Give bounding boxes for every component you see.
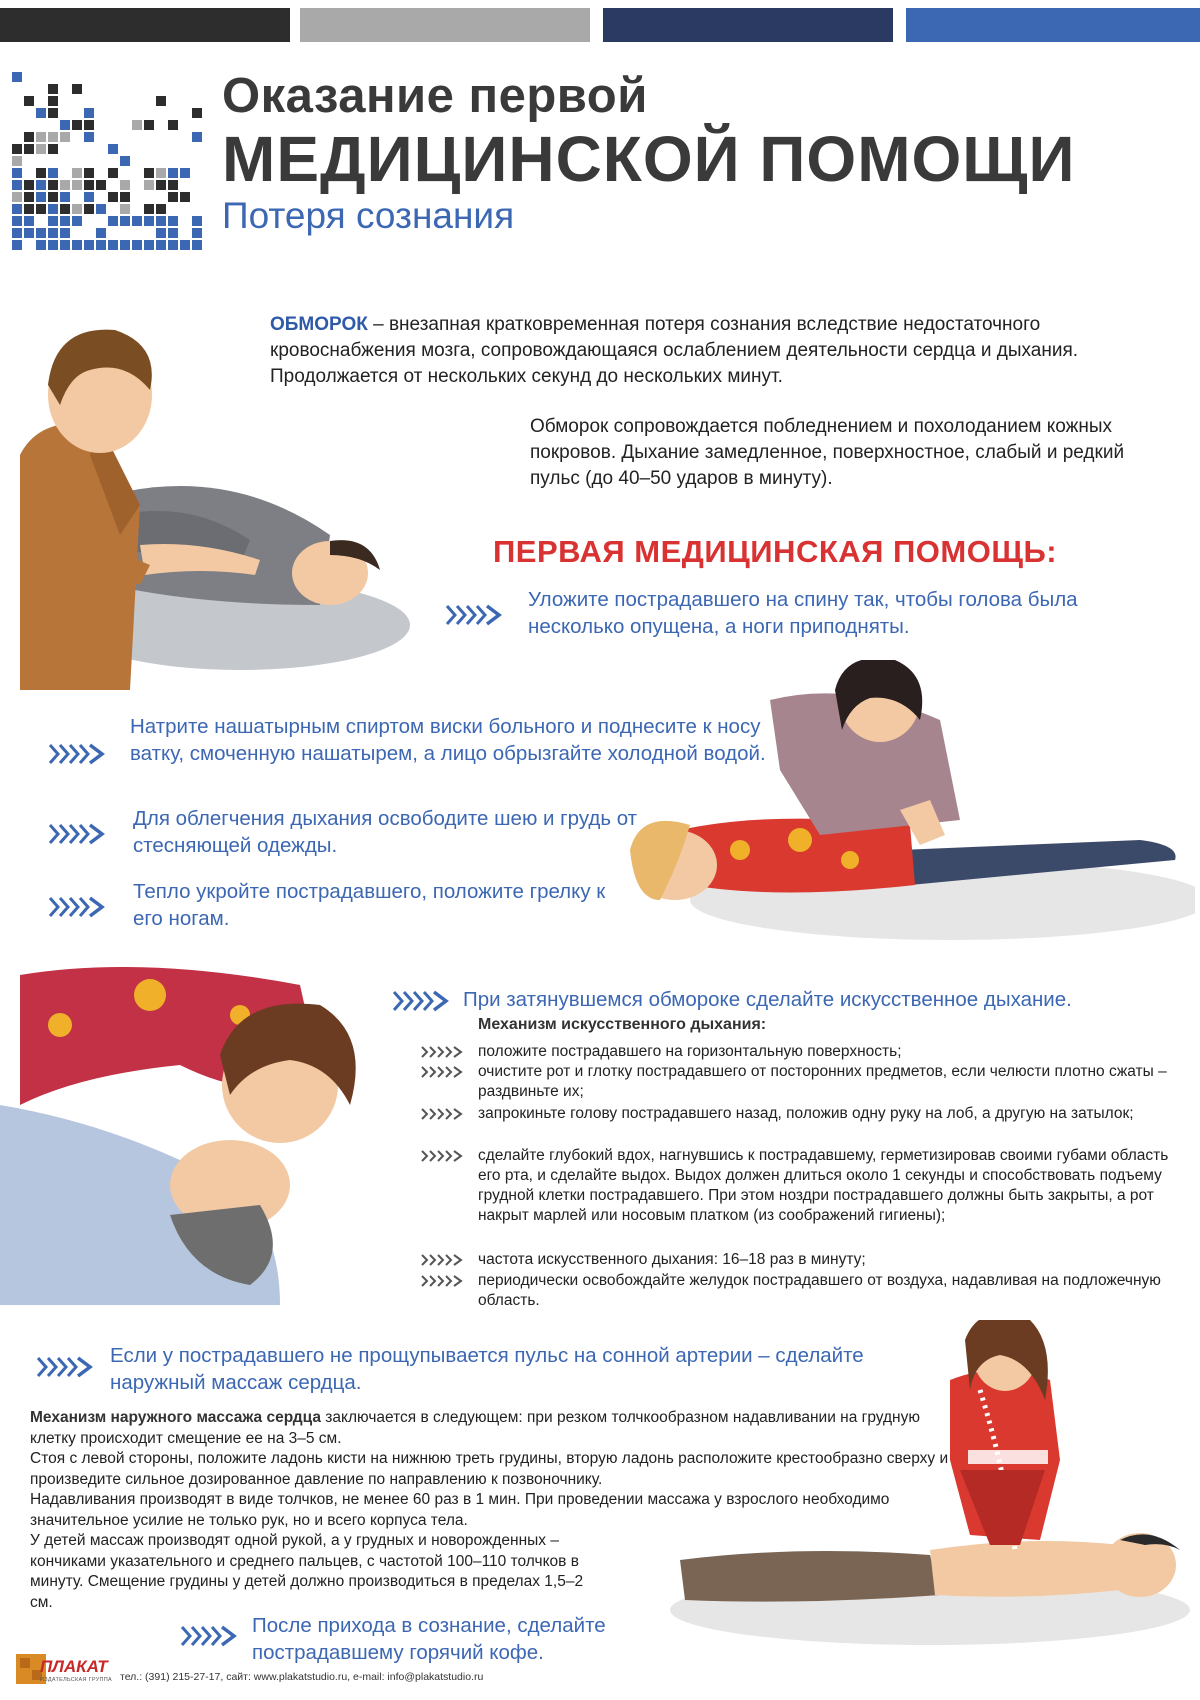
- mosaic-pixel: [36, 228, 46, 238]
- mosaic-pixel: [12, 204, 22, 214]
- step-heart-massage: Если у пострадавшего не прощупывается пульс на сонной артерии – сделайте наружный массаж сердца.: [110, 1344, 864, 1394]
- mosaic-pixel: [72, 216, 82, 226]
- mosaic-pixel: [60, 240, 70, 250]
- massage-paragraph-3: Надавливания производят в виде толчков, не менее 60 раз в 1 мин. При проведении массажа у взрослого необходимо значительное усилие не только рук, но и всего корпуса тела.: [30, 1491, 890, 1529]
- mosaic-pixel: [144, 204, 154, 214]
- mosaic-pixel: [144, 216, 154, 226]
- mosaic-pixel: [60, 228, 70, 238]
- mosaic-pixel: [96, 240, 106, 250]
- mosaic-pixel: [48, 84, 58, 94]
- definition-text: – внезапная кратковременная потеря сознания вследствие недостаточного кровоснабжения мозга, сопровождающаяся ослаблением деятельности сердца и дыхания. Продолжается от нескольких секунд до нескольких минут.: [270, 314, 1079, 387]
- breathing-step-text: сделайте глубокий вдох, нагнувшись к пострадавшему, герметизировав своими губами область его рта, и сделайте выдох. Выдох должен длиться около 1 секунды и способствовать подъему грудной клетки пострадавшего. При этом ноздри пострадавшего должны быть закрыты, а рот накрыт марлей или носовым платком (из соображений гигиены);: [478, 1147, 1169, 1224]
- mosaic-pixel: [48, 204, 58, 214]
- mosaic-pixel: [72, 240, 82, 250]
- plakat-logo-text: ПЛАКАТ: [40, 1657, 108, 1676]
- mosaic-pixel: [168, 216, 178, 226]
- mosaic-pixel: [36, 192, 46, 202]
- chevron-arrows-icon: [36, 1356, 94, 1378]
- mosaic-pixel: [84, 192, 94, 202]
- mosaic-pixel: [12, 72, 22, 82]
- breathing-step-text: периодически освобождайте желудок пострадавшего от воздуха, надавливая на подложечную область.: [478, 1272, 1161, 1309]
- plakat-logo-subtitle: ИЗДАТЕЛЬСКАЯ ГРУППА: [40, 1677, 113, 1683]
- mosaic-pixel: [156, 180, 166, 190]
- mosaic-pixel: [96, 180, 106, 190]
- definition-term: ОБМОРОК: [270, 314, 368, 335]
- massage-paragraph-1: [30, 1408, 950, 1449]
- mosaic-pixel: [36, 180, 46, 190]
- mosaic-pixel: [120, 180, 130, 190]
- mosaic-pixel: [144, 168, 154, 178]
- mosaic-pixel: [120, 240, 130, 250]
- small-chevron-arrows-icon: [420, 1045, 464, 1059]
- breathing-step-text: очистите рот и глотку пострадавшего от посторонних предметов, если челюсти плотно сжаты – раздвиньте их;: [478, 1063, 1167, 1100]
- mosaic-pixel: [48, 192, 58, 202]
- mosaic-pixel: [120, 216, 130, 226]
- mosaic-pixel: [12, 216, 22, 226]
- mosaic-pixel: [24, 228, 34, 238]
- mosaic-pixel: [192, 108, 202, 118]
- mosaic-pixel: [12, 240, 22, 250]
- mosaic-pixel: [108, 216, 118, 226]
- mosaic-pixel: [180, 168, 190, 178]
- mosaic-pixel: [48, 240, 58, 250]
- pixel-mosaic-logo: [12, 48, 212, 258]
- mosaic-pixel: [168, 168, 178, 178]
- mosaic-pixel: [84, 240, 94, 250]
- mosaic-pixel: [84, 108, 94, 118]
- chevron-arrows-icon: [48, 896, 106, 918]
- top-bar-navy: [603, 8, 893, 42]
- mosaic-pixel: [24, 144, 34, 154]
- chevron-arrows-icon: [48, 743, 106, 765]
- mosaic-pixel: [36, 240, 46, 250]
- step-artificial-respiration: При затянувшемся обмороке сделайте искусственное дыхание.: [463, 988, 1072, 1011]
- mosaic-pixel: [48, 144, 58, 154]
- mosaic-pixel: [180, 192, 190, 202]
- chevron-arrows-icon: [445, 604, 503, 626]
- mosaic-pixel: [192, 228, 202, 238]
- mosaic-pixel: [12, 168, 22, 178]
- breathing-step-text: частота искусственного дыхания: 16–18 раз в минуту;: [478, 1251, 866, 1268]
- mosaic-pixel: [84, 132, 94, 142]
- breathing-step-item: [420, 1146, 1180, 1226]
- mosaic-pixel: [192, 240, 202, 250]
- mosaic-pixel: [180, 240, 190, 250]
- mosaic-pixel: [96, 204, 106, 214]
- mosaic-pixel: [12, 156, 22, 166]
- mosaic-pixel: [24, 204, 34, 214]
- mosaic-pixel: [144, 180, 154, 190]
- small-chevron-arrows-icon: [420, 1253, 464, 1267]
- mosaic-pixel: [156, 228, 166, 238]
- breathing-mechanism-title: Механизм искусственного дыхания:: [478, 1016, 767, 1033]
- mosaic-pixel: [192, 216, 202, 226]
- mosaic-pixel: [48, 108, 58, 118]
- mosaic-pixel: [36, 132, 46, 142]
- mosaic-pixel: [96, 228, 106, 238]
- small-chevron-arrows-icon: [420, 1149, 464, 1163]
- mosaic-pixel: [60, 180, 70, 190]
- mosaic-pixel: [72, 180, 82, 190]
- mosaic-pixel: [12, 228, 22, 238]
- page-title-line2: МЕДИЦИНСКОЙ ПОМОЩИ: [222, 123, 1076, 195]
- mosaic-pixel: [156, 96, 166, 106]
- step-ammonia: Натрите нашатырным спиртом виски больного и поднесите к носу ватку, смоченную нашатырем, а лицо обрызгайте холодной водой.: [130, 715, 766, 765]
- massage-text-1: заключается в следующем: при резком толчкообразном надавливании на грудную клетку происходит смещение ее на 3–5 см.: [30, 1409, 920, 1447]
- mosaic-pixel: [24, 132, 34, 142]
- massage-paragraph-4: У детей массаж производят одной рукой, а у грудных и новорожденных – кончиками указательного и среднего пальцев, с частотой 100–110 толчков в минуту. Смещение грудины у детей должно производиться в пределах 1,5–2 см.: [30, 1532, 584, 1611]
- page-title-line1: Оказание первой: [222, 69, 648, 123]
- chevron-arrows-icon: [180, 1625, 238, 1647]
- first-aid-heading: ПЕРВАЯ МЕДИЦИНСКАЯ ПОМОЩЬ:: [493, 534, 1058, 569]
- mosaic-pixel: [72, 120, 82, 130]
- illustration-rescue-breathing: [0, 955, 400, 1305]
- breathing-step-item: [420, 1271, 1180, 1311]
- mosaic-pixel: [192, 132, 202, 142]
- mosaic-pixel: [156, 168, 166, 178]
- step-loosen-clothing: Для облегчения дыхания освободите шею и грудь от стесняющей одежды.: [133, 807, 638, 857]
- mosaic-pixel: [36, 168, 46, 178]
- breathing-step-item: [420, 1104, 1180, 1124]
- mosaic-pixel: [120, 192, 130, 202]
- mosaic-pixel: [156, 216, 166, 226]
- page-subtitle: Потеря сознания: [222, 195, 515, 236]
- footer-contacts: тел.: (391) 215-27-17, сайт: www.plakatstudio.ru, e-mail: info@plakatstudio.ru: [120, 1671, 484, 1683]
- breathing-step-text: положите пострадавшего на горизонтальную поверхность;: [478, 1043, 902, 1060]
- mosaic-pixel: [48, 180, 58, 190]
- mosaic-pixel: [48, 228, 58, 238]
- top-bar-dark: [0, 8, 290, 42]
- small-chevron-arrows-icon: [420, 1274, 464, 1288]
- mosaic-pixel: [108, 168, 118, 178]
- mosaic-pixel: [12, 180, 22, 190]
- breathing-step-text: запрокиньте голову пострадавшего назад, положив одну руку на лоб, а другую на затылок;: [478, 1105, 1134, 1122]
- top-bar-blue: [906, 8, 1200, 42]
- mosaic-pixel: [168, 120, 178, 130]
- mosaic-pixel: [24, 96, 34, 106]
- massage-mechanism-label: Механизм наружного массажа сердца: [30, 1409, 321, 1426]
- mosaic-pixel: [156, 240, 166, 250]
- mosaic-pixel: [120, 156, 130, 166]
- mosaic-pixel: [120, 204, 130, 214]
- massage-description: [30, 1408, 950, 1613]
- mosaic-pixel: [108, 144, 118, 154]
- mosaic-pixel: [168, 240, 178, 250]
- mosaic-pixel: [156, 204, 166, 214]
- mosaic-pixel: [108, 192, 118, 202]
- breathing-step-item: [420, 1250, 1180, 1270]
- mosaic-pixel: [48, 96, 58, 106]
- mosaic-pixel: [168, 180, 178, 190]
- mosaic-pixel: [60, 120, 70, 130]
- mosaic-pixel: [132, 120, 142, 130]
- mosaic-pixel: [168, 192, 178, 202]
- mosaic-pixel: [36, 108, 46, 118]
- mosaic-pixel: [48, 168, 58, 178]
- mosaic-pixel: [60, 192, 70, 202]
- mosaic-pixel: [108, 240, 118, 250]
- mosaic-pixel: [144, 120, 154, 130]
- mosaic-pixel: [60, 204, 70, 214]
- breathing-step-item: [420, 1042, 1180, 1062]
- mosaic-pixel: [24, 216, 34, 226]
- mosaic-pixel: [132, 216, 142, 226]
- breathing-step-item: [420, 1062, 1180, 1102]
- mosaic-pixel: [72, 84, 82, 94]
- mosaic-pixel: [84, 120, 94, 130]
- mosaic-pixel: [84, 180, 94, 190]
- illustration-ammonia-help: [620, 660, 1195, 950]
- small-chevron-arrows-icon: [420, 1065, 464, 1079]
- mosaic-pixel: [48, 132, 58, 142]
- mosaic-pixel: [24, 192, 34, 202]
- mosaic-pixel: [72, 204, 82, 214]
- chevron-arrows-icon: [48, 823, 106, 845]
- mosaic-pixel: [144, 240, 154, 250]
- mosaic-pixel: [72, 168, 82, 178]
- mosaic-pixel: [36, 204, 46, 214]
- step-keep-warm: Тепло укройте пострадавшего, положите грелку к его ногам.: [133, 880, 606, 930]
- mosaic-pixel: [12, 144, 22, 154]
- step-hot-coffee: После прихода в сознание, сделайте пострадавшему горячий кофе.: [252, 1614, 606, 1664]
- definition-paragraph: [270, 312, 1180, 390]
- small-chevron-arrows-icon: [420, 1107, 464, 1121]
- chevron-arrows-icon: [392, 990, 450, 1012]
- mosaic-pixel: [168, 228, 178, 238]
- top-bar-gray: [300, 8, 590, 42]
- mosaic-pixel: [36, 144, 46, 154]
- mosaic-pixel: [132, 240, 142, 250]
- mosaic-pixel: [60, 132, 70, 142]
- mosaic-pixel: [84, 168, 94, 178]
- symptoms-paragraph: Обморок сопровождается побледнением и похолоданием кожных покровов. Дыхание замедленное, поверхностное, слабый и редкий пульс (до 40–50 ударов в минуту).: [530, 416, 1125, 489]
- mosaic-pixel: [60, 216, 70, 226]
- mosaic-pixel: [12, 192, 22, 202]
- mosaic-pixel: [24, 180, 34, 190]
- massage-paragraph-2: Стоя с левой стороны, положите ладонь кисти на нижнюю треть грудины, вторую ладонь расположите крестообразно сверху и произведите сильное дозированное давление по направлению к позвоночнику.: [30, 1450, 949, 1488]
- mosaic-pixel: [48, 216, 58, 226]
- step-lay-down: Уложите пострадавшего на спину так, чтобы голова была несколько опущена, а ноги приподняты.: [528, 588, 1078, 638]
- mosaic-pixel: [84, 204, 94, 214]
